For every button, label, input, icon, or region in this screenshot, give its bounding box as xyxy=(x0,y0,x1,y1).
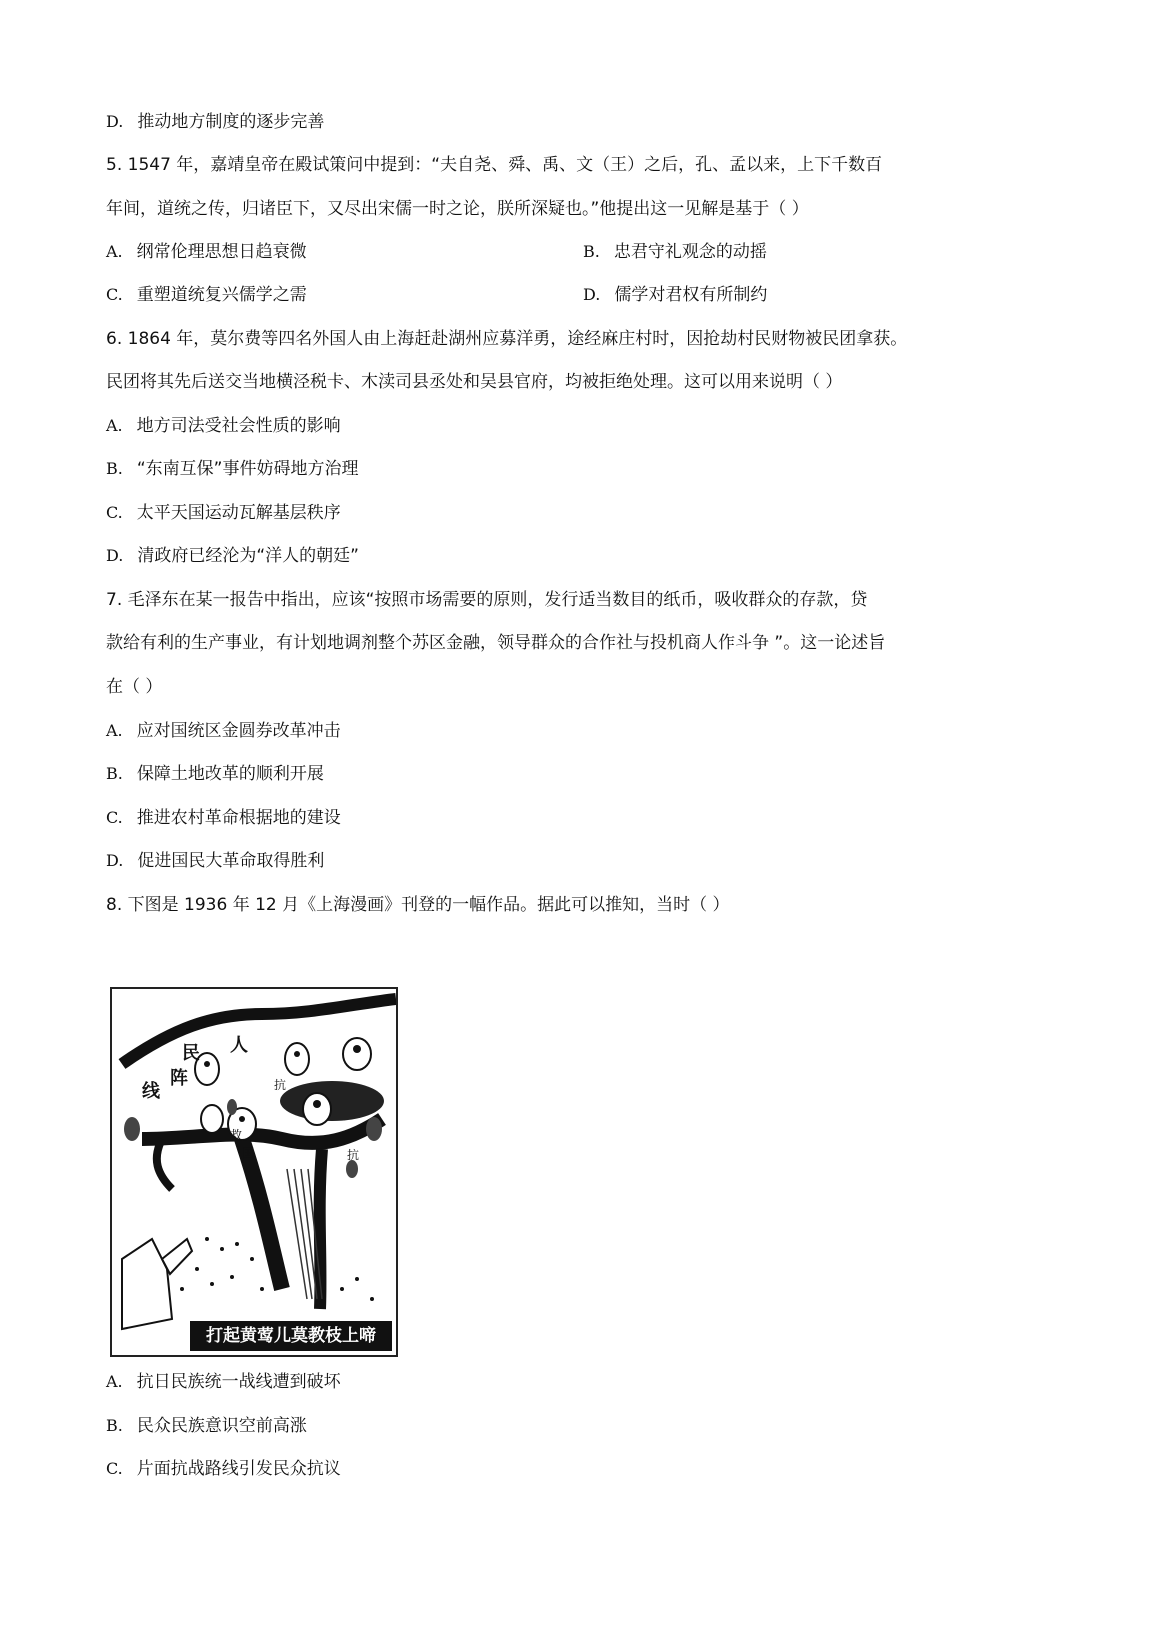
q6-option-d xyxy=(106,544,359,568)
q7-option-c xyxy=(106,806,341,830)
q7-stem-line2: 款给有利的生产事业，有计划地调剂整个苏区金融，领导群众的合作社与投机商人作斗争 ”。这一论述旨 xyxy=(106,633,886,653)
option-text: 推动地方制度的逐步完善 xyxy=(137,112,325,132)
q6-option-c xyxy=(106,501,341,525)
tree-word: 阵 xyxy=(170,1068,188,1089)
q8-option-c xyxy=(106,1457,341,1481)
option-text: 民众民族意识空前高涨 xyxy=(136,1416,307,1436)
q8-stem-line1: 8. 下图是 1936 年 12 月《上海漫画》刊登的一幅作品。据此可以推知，当时（ ） xyxy=(106,895,730,915)
option-text: 太平天国运动瓦解基层秩序 xyxy=(136,503,341,523)
option-label: C. xyxy=(106,503,123,522)
option-label: A. xyxy=(106,416,123,435)
tree-word: 抗 xyxy=(347,1148,360,1162)
cartoon-drawing xyxy=(112,989,396,1355)
option-label: C. xyxy=(106,285,123,304)
option-text: 促进国民大革命取得胜利 xyxy=(137,851,325,871)
option-label: C. xyxy=(106,808,123,827)
q7-option-a xyxy=(106,719,341,743)
q5-stem-line2: 年间，道统之传，归诸臣下，又尽出宋儒一时之论，朕所深疑也。”他提出这一见解是基于（ ） xyxy=(106,199,809,219)
option-label: A. xyxy=(106,242,123,261)
q6-stem-line2: 民团将其先后送交当地横泾税卡、木渎司县丞处和吴县官府，均被拒绝处理。这可以用来说明（ ） xyxy=(106,372,843,392)
q7-option-d xyxy=(106,849,324,873)
cartoon-caption: 打起黄莺儿莫教枝上啼 xyxy=(190,1321,392,1351)
option-label: A. xyxy=(106,1372,123,1391)
option-text: 纲常伦理思想日趋衰微 xyxy=(136,242,307,262)
option-text: 保障土地改革的顺利开展 xyxy=(136,764,324,784)
q7-option-b xyxy=(106,762,324,786)
option-text: 重塑道统复兴儒学之需 xyxy=(136,285,307,305)
q8-option-a xyxy=(106,1370,341,1394)
option-label: B. xyxy=(583,242,600,261)
q6-option-b xyxy=(106,457,358,481)
option-label: C. xyxy=(106,1459,123,1478)
tree-word: 线 xyxy=(142,1081,160,1102)
q6-option-a xyxy=(106,414,341,438)
option-text: 儒学对君权有所制约 xyxy=(614,285,768,305)
option-text: 地方司法受社会性质的影响 xyxy=(136,416,341,436)
option-label: B. xyxy=(106,764,123,783)
option-label: D. xyxy=(106,546,124,565)
option-text: 推进农村革命根据地的建设 xyxy=(136,808,341,828)
tree-word: 救 xyxy=(230,1128,243,1142)
tree-word: 民 xyxy=(182,1043,200,1064)
option-label: B. xyxy=(106,1416,123,1435)
option-label: D. xyxy=(106,112,124,131)
option-text: “东南互保”事件妨碍地方治理 xyxy=(136,459,359,479)
option-text: 片面抗战路线引发民众抗议 xyxy=(136,1459,341,1479)
q6-stem-line1: 6. 1864 年，莫尔费等四名外国人由上海赶赴湖州应募洋勇，途经麻庄村时，因抢劫村民财物被民团拿获。 xyxy=(106,329,908,349)
q5-option-d xyxy=(583,283,767,307)
option-label: A. xyxy=(106,721,123,740)
q7-stem-line3: 在（ ） xyxy=(106,677,163,697)
option-text: 应对国统区金圆券改革冲击 xyxy=(136,721,341,741)
tree-word: 人 xyxy=(230,1035,248,1056)
q4-option-d xyxy=(106,110,324,134)
cartoon-figure xyxy=(110,987,398,1357)
q5-stem-line1: 5. 1547 年，嘉靖皇帝在殿试策问中提到：“夫自尧、舜、禹、文（王）之后，孔、孟以来，上下千数百 xyxy=(106,155,883,175)
tree-word: 抗 xyxy=(274,1078,287,1092)
q7-stem-line1: 7. 毛泽东在某一报告中指出，应该“按照市场需要的原则，发行适当数目的纸币，吸收群众的存款，贷 xyxy=(106,590,868,610)
option-label: D. xyxy=(583,285,601,304)
q5-option-a xyxy=(106,240,307,264)
q8-option-b xyxy=(106,1414,307,1438)
option-text: 清政府已经沦为“洋人的朝廷” xyxy=(137,546,359,566)
option-label: B. xyxy=(106,459,123,478)
q5-option-c xyxy=(106,283,307,307)
option-label: D. xyxy=(106,851,124,870)
option-text: 抗日民族统一战线遭到破坏 xyxy=(136,1372,341,1392)
q5-option-b xyxy=(583,240,767,264)
option-text: 忠君守礼观念的动摇 xyxy=(613,242,767,262)
tree-word: 国 xyxy=(242,1146,255,1160)
